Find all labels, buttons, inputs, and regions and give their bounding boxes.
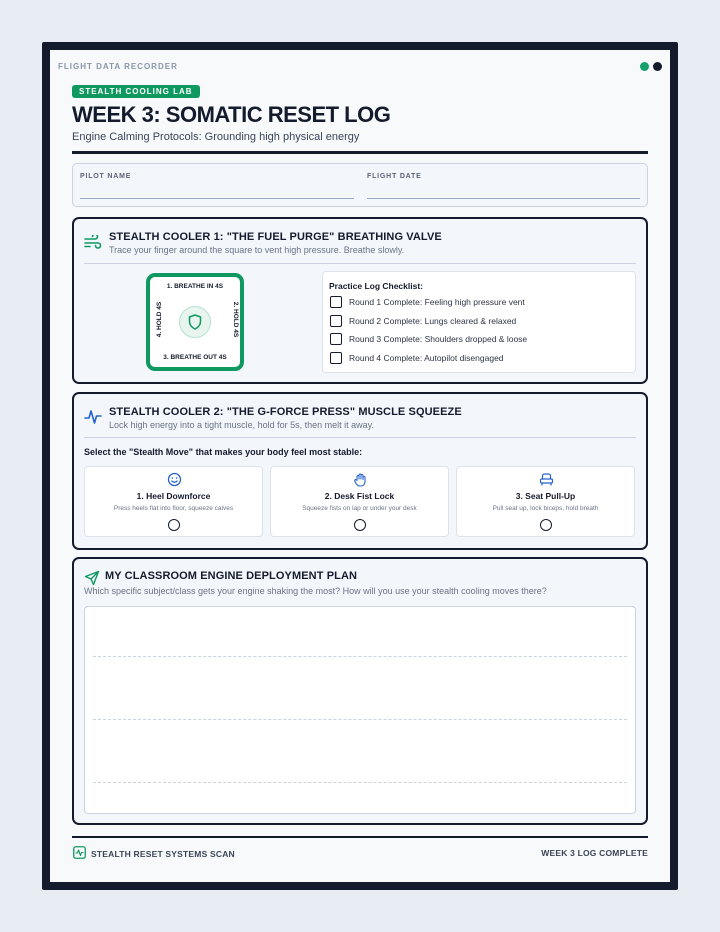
cooler2-card (72, 392, 648, 550)
checklist-title: Practice Log Checklist: (329, 281, 424, 291)
recorder-label: FLIGHT DATA RECORDER (58, 61, 178, 71)
checklist-item-label: Round 3 Complete: Shoulders dropped & loose (349, 334, 528, 344)
checklist-item[interactable] (330, 315, 516, 327)
seat-icon (539, 472, 554, 487)
move-option-heel-downforce[interactable] (84, 466, 263, 537)
footer-divider (72, 836, 648, 838)
hold-right-label: 2. HOLD 4S (232, 301, 240, 338)
wind-icon (84, 235, 102, 254)
system-scan-icon (73, 846, 86, 861)
pilot-name-label: PILOT NAME (80, 173, 132, 180)
move-title: 3. Seat Pull-Up (515, 491, 576, 501)
cooler2-divider (84, 437, 636, 438)
flight-date-field[interactable] (367, 198, 640, 199)
move-title: 2. Desk Fist Lock (324, 491, 395, 501)
cooler1-card (72, 217, 648, 384)
worksheet-page (50, 50, 670, 882)
page-subtitle: Engine Calming Protocols: Grounding high physical energy (72, 131, 360, 143)
checkbox[interactable] (330, 315, 342, 327)
page-title: WEEK 3: SOMATIC RESET LOG (72, 102, 391, 127)
cooler1-title: STEALTH COOLER 1: "THE FUEL PURGE" BREATHING VALVE (109, 231, 442, 243)
flight-date-label: FLIGHT DATE (367, 173, 422, 180)
checkbox[interactable] (330, 296, 342, 308)
checklist-item-label: Round 2 Complete: Lungs cleared & relaxed (349, 316, 517, 326)
writing-line (93, 656, 627, 657)
breathe-in-label: 1. BREATHE IN 4S (166, 283, 224, 290)
checklist-item-label: Round 1 Complete: Feeling high pressure vent (349, 297, 525, 307)
breathe-out-label: 3. BREATHE OUT 4S (163, 354, 227, 361)
lab-badge: STEALTH COOLING LAB (72, 85, 200, 98)
radio-button[interactable] (540, 519, 552, 531)
move-title: 1. Heel Downforce (136, 491, 211, 501)
checkbox[interactable] (330, 352, 342, 364)
pilot-info-box (72, 163, 648, 207)
dark-dot (653, 62, 662, 71)
radio-button[interactable] (168, 519, 180, 531)
footer-left-label: STEALTH RESET SYSTEMS SCAN (91, 848, 235, 859)
move-option-seat-pull-up[interactable] (456, 466, 635, 537)
footer-left (73, 846, 235, 861)
deployment-plan-card (72, 557, 648, 825)
stealth-move-prompt: Select the "Stealth Move" that makes your body feel most stable: (84, 447, 363, 457)
status-dots (640, 62, 662, 71)
plan-text-area[interactable] (84, 606, 636, 814)
checklist-item[interactable] (330, 333, 527, 345)
cooler1-description: Trace your finger around the square to vent high pressure. Breathe slowly. (109, 245, 405, 255)
writing-line (93, 719, 627, 720)
move-option-desk-fist-lock[interactable] (270, 466, 449, 537)
smile-icon (167, 472, 182, 487)
pulse-icon (84, 408, 102, 431)
plan-title: MY CLASSROOM ENGINE DEPLOYMENT PLAN (105, 570, 358, 582)
writing-line (93, 782, 627, 783)
title-divider (72, 151, 648, 154)
cooler2-description: Lock high energy into a tight muscle, hold for 5s, then melt it away. (109, 420, 374, 430)
practice-checklist (322, 271, 636, 373)
checklist-item[interactable] (330, 352, 504, 364)
pilot-name-field[interactable] (80, 198, 354, 199)
hand-icon (353, 472, 368, 487)
cooler1-divider (84, 263, 636, 264)
move-description: Press heels flat into floor, squeeze calves (113, 505, 234, 512)
move-description: Pull seat up, lock biceps, hold breath (492, 505, 599, 512)
hold-left-label: 4. HOLD 4S (156, 301, 164, 338)
shield-icon (179, 306, 211, 338)
green-dot (640, 62, 649, 71)
radio-button[interactable] (354, 519, 366, 531)
footer-right-label: WEEK 3 LOG COMPLETE (541, 848, 648, 858)
top-bar (58, 59, 662, 73)
checkbox[interactable] (330, 333, 342, 345)
move-description: Squeeze fists on lap or under your desk (302, 505, 417, 512)
breathing-square[interactable] (146, 273, 244, 371)
checklist-item[interactable] (330, 296, 525, 308)
plan-description: Which specific subject/class gets your engine shaking the most? How will you use your stealth cooling moves there? (84, 586, 547, 596)
cooler2-title: STEALTH COOLER 2: "THE G-FORCE PRESS" MUSCLE SQUEEZE (109, 406, 462, 418)
checklist-item-label: Round 4 Complete: Autopilot disengaged (349, 353, 504, 363)
